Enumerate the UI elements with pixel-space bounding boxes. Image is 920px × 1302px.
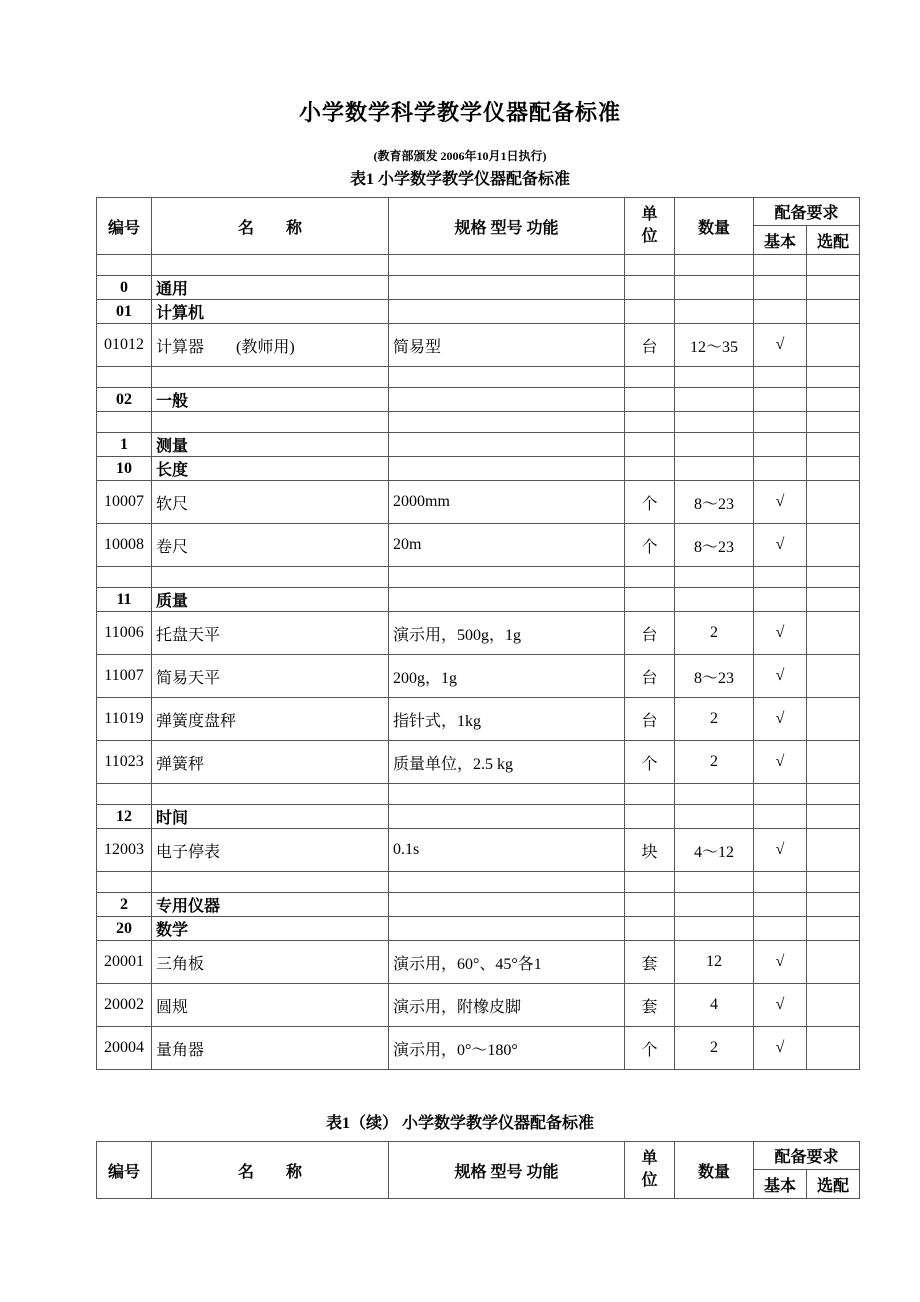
cell-name: 卷尺 xyxy=(152,524,389,567)
cell-code: 01012 xyxy=(97,324,152,367)
cell-spec xyxy=(389,917,625,941)
cell-unit xyxy=(625,872,675,893)
cell-optional xyxy=(807,524,860,567)
cell-qty xyxy=(675,784,754,805)
cell-qty: 4～12 xyxy=(675,829,754,872)
cell-name xyxy=(152,367,389,388)
cell-qty xyxy=(675,367,754,388)
cell-unit xyxy=(625,433,675,457)
cell-name: 专用仪器 xyxy=(152,893,389,917)
equipment-table xyxy=(96,197,860,1070)
cell-name: 通用 xyxy=(152,276,389,300)
cell-name: 长度 xyxy=(152,457,389,481)
cell-name: 计算机 xyxy=(152,300,389,324)
cell-qty xyxy=(675,276,754,300)
cell-code: 10007 xyxy=(97,481,152,524)
table-row xyxy=(97,524,860,567)
cell-qty xyxy=(675,433,754,457)
cell-optional xyxy=(807,805,860,829)
cell-qty: 2 xyxy=(675,1027,754,1070)
cell-optional xyxy=(807,893,860,917)
cell-basic xyxy=(754,433,807,457)
cell-optional xyxy=(807,300,860,324)
cell-code: 20001 xyxy=(97,941,152,984)
table2-caption: 表1（续） 小学数学教学仪器配备标准 xyxy=(325,1115,594,1132)
cell-name: 弹簧度盘秤 xyxy=(152,698,389,741)
cell-unit: 个 xyxy=(625,524,675,567)
cell-code xyxy=(97,567,152,588)
cell-unit xyxy=(625,367,675,388)
cell-unit xyxy=(625,388,675,412)
cell-name: 托盘天平 xyxy=(152,612,389,655)
cell-qty xyxy=(675,588,754,612)
cell-spec xyxy=(389,805,625,829)
cell-name: 数学 xyxy=(152,917,389,941)
cell-unit xyxy=(625,588,675,612)
header-unit: 单位 xyxy=(625,198,675,255)
cell-name xyxy=(152,872,389,893)
table-row xyxy=(97,984,860,1027)
table-row xyxy=(97,741,860,784)
cell-name: 简易天平 xyxy=(152,655,389,698)
cell-unit: 个 xyxy=(625,741,675,784)
cell-spec xyxy=(389,367,625,388)
cell-basic xyxy=(754,255,807,276)
cell-basic xyxy=(754,412,807,433)
cell-basic: √ xyxy=(754,481,807,524)
blank-row xyxy=(97,784,860,805)
table-row xyxy=(97,324,860,367)
cell-spec xyxy=(389,300,625,324)
cell-basic: √ xyxy=(754,984,807,1027)
cell-unit: 台 xyxy=(625,324,675,367)
header-code: 编号 xyxy=(97,1142,152,1199)
cell-basic xyxy=(754,805,807,829)
cell-spec xyxy=(389,255,625,276)
cell-basic: √ xyxy=(754,655,807,698)
cell-name: 量角器 xyxy=(152,1027,389,1070)
table-row xyxy=(97,941,860,984)
header-optional: 选配 xyxy=(807,226,860,255)
cell-unit: 套 xyxy=(625,984,675,1027)
cell-code: 20002 xyxy=(97,984,152,1027)
cell-qty xyxy=(675,457,754,481)
cell-unit xyxy=(625,457,675,481)
cell-code: 01 xyxy=(97,300,152,324)
cell-code: 0 xyxy=(97,276,152,300)
cell-spec: 演示用，500g，1g xyxy=(389,612,625,655)
cell-unit: 套 xyxy=(625,941,675,984)
cell-unit xyxy=(625,784,675,805)
cell-optional xyxy=(807,588,860,612)
cell-unit xyxy=(625,300,675,324)
cell-qty xyxy=(675,388,754,412)
cell-code xyxy=(97,872,152,893)
cell-basic xyxy=(754,917,807,941)
cell-unit xyxy=(625,805,675,829)
cell-qty: 8～23 xyxy=(675,524,754,567)
category-row xyxy=(97,893,860,917)
header-qty: 数量 xyxy=(675,1142,754,1199)
cell-code xyxy=(97,367,152,388)
table-row xyxy=(97,481,860,524)
cell-qty: 12～35 xyxy=(675,324,754,367)
cell-basic xyxy=(754,388,807,412)
cell-name: 电子停表 xyxy=(152,829,389,872)
cell-spec: 2000mm xyxy=(389,481,625,524)
header-requirement: 配备要求 xyxy=(754,198,860,226)
category-row xyxy=(97,388,860,412)
cell-optional xyxy=(807,872,860,893)
cell-optional xyxy=(807,784,860,805)
cell-qty: 2 xyxy=(675,698,754,741)
cell-name: 时间 xyxy=(152,805,389,829)
table-row xyxy=(97,655,860,698)
cell-code: 2 xyxy=(97,893,152,917)
cell-optional xyxy=(807,412,860,433)
table-row xyxy=(97,1027,860,1070)
cell-optional xyxy=(807,829,860,872)
cell-optional xyxy=(807,324,860,367)
blank-row xyxy=(97,255,860,276)
cell-basic: √ xyxy=(754,524,807,567)
category-row xyxy=(97,433,860,457)
cell-code: 1 xyxy=(97,433,152,457)
header-basic: 基本 xyxy=(754,226,807,255)
cell-optional xyxy=(807,741,860,784)
cell-qty xyxy=(675,412,754,433)
cell-optional xyxy=(807,367,860,388)
cell-spec xyxy=(389,412,625,433)
cell-qty xyxy=(675,805,754,829)
document-title: 小学数学科学教学仪器配备标准 xyxy=(298,100,621,125)
cell-optional xyxy=(807,984,860,1027)
cell-unit: 个 xyxy=(625,481,675,524)
header-unit: 单位 xyxy=(625,1142,675,1199)
cell-name: 圆规 xyxy=(152,984,389,1027)
cell-code xyxy=(97,255,152,276)
cell-qty: 8～23 xyxy=(675,655,754,698)
cell-qty: 4 xyxy=(675,984,754,1027)
cell-qty xyxy=(675,872,754,893)
cell-qty xyxy=(675,917,754,941)
category-row xyxy=(97,917,860,941)
cell-unit xyxy=(625,567,675,588)
cell-name xyxy=(152,784,389,805)
cell-code: 20 xyxy=(97,917,152,941)
cell-optional xyxy=(807,433,860,457)
cell-basic xyxy=(754,367,807,388)
blank-row xyxy=(97,367,860,388)
blank-row xyxy=(97,872,860,893)
cell-optional xyxy=(807,917,860,941)
cell-qty: 2 xyxy=(675,612,754,655)
cell-spec: 20m xyxy=(389,524,625,567)
header-basic: 基本 xyxy=(754,1170,807,1199)
category-row xyxy=(97,300,860,324)
cell-basic: √ xyxy=(754,1027,807,1070)
cell-name: 弹簧秤 xyxy=(152,741,389,784)
cell-unit: 台 xyxy=(625,655,675,698)
cell-optional xyxy=(807,612,860,655)
cell-spec xyxy=(389,872,625,893)
cell-basic: √ xyxy=(754,324,807,367)
cell-spec: 质量单位，2.5 kg xyxy=(389,741,625,784)
cell-basic xyxy=(754,276,807,300)
table1-caption: 表1 小学数学教学仪器配备标准 xyxy=(349,171,570,188)
cell-name: 测量 xyxy=(152,433,389,457)
cell-spec: 简易型 xyxy=(389,324,625,367)
cell-name xyxy=(152,255,389,276)
cell-spec xyxy=(389,433,625,457)
table-row xyxy=(97,612,860,655)
table-row xyxy=(97,698,860,741)
cell-code xyxy=(97,784,152,805)
cell-code: 20004 xyxy=(97,1027,152,1070)
cell-optional xyxy=(807,1027,860,1070)
table-body xyxy=(97,255,860,1070)
cell-unit: 台 xyxy=(625,698,675,741)
cell-qty: 12 xyxy=(675,941,754,984)
cell-qty: 8～23 xyxy=(675,481,754,524)
cell-optional xyxy=(807,388,860,412)
cell-spec xyxy=(389,388,625,412)
cell-name xyxy=(152,567,389,588)
cell-code: 11007 xyxy=(97,655,152,698)
cell-spec xyxy=(389,893,625,917)
cell-optional xyxy=(807,276,860,300)
category-row xyxy=(97,276,860,300)
cell-spec: 200g，1g xyxy=(389,655,625,698)
cell-optional xyxy=(807,481,860,524)
cell-basic: √ xyxy=(754,698,807,741)
cell-basic xyxy=(754,784,807,805)
cell-name: 一般 xyxy=(152,388,389,412)
cell-optional xyxy=(807,255,860,276)
header-code: 编号 xyxy=(97,198,152,255)
blank-row xyxy=(97,412,860,433)
cell-qty xyxy=(675,893,754,917)
cell-code: 11 xyxy=(97,588,152,612)
cell-code xyxy=(97,412,152,433)
header-spec: 规格 型号 功能 xyxy=(389,1142,625,1199)
cell-basic: √ xyxy=(754,829,807,872)
cell-optional xyxy=(807,655,860,698)
cell-optional xyxy=(807,457,860,481)
cell-name: 计算器 (教师用) xyxy=(152,324,389,367)
cell-code: 10008 xyxy=(97,524,152,567)
cell-optional xyxy=(807,567,860,588)
cell-spec xyxy=(389,784,625,805)
cell-basic: √ xyxy=(754,941,807,984)
cell-code: 12003 xyxy=(97,829,152,872)
cell-spec: 指针式，1kg xyxy=(389,698,625,741)
cell-code: 10 xyxy=(97,457,152,481)
equipment-table-continued xyxy=(96,1141,860,1199)
cell-unit xyxy=(625,276,675,300)
header-name: 名 称 xyxy=(152,1142,389,1199)
cell-qty: 2 xyxy=(675,741,754,784)
cell-qty xyxy=(675,255,754,276)
cell-spec: 演示用，0°～180° xyxy=(389,1027,625,1070)
cell-unit xyxy=(625,255,675,276)
cell-name: 软尺 xyxy=(152,481,389,524)
category-row xyxy=(97,805,860,829)
cell-name xyxy=(152,412,389,433)
cell-unit xyxy=(625,917,675,941)
cell-basic xyxy=(754,300,807,324)
cell-qty xyxy=(675,300,754,324)
header-qty: 数量 xyxy=(675,198,754,255)
header-name: 名 称 xyxy=(152,198,389,255)
cell-basic: √ xyxy=(754,612,807,655)
cell-code: 11019 xyxy=(97,698,152,741)
issue-note: (教育部颁发 2006年10月1日执行) xyxy=(373,149,547,163)
category-row xyxy=(97,457,860,481)
cell-spec: 0.1s xyxy=(389,829,625,872)
cell-spec: 演示用，附橡皮脚 xyxy=(389,984,625,1027)
table-row xyxy=(97,829,860,872)
cell-unit xyxy=(625,412,675,433)
cell-spec xyxy=(389,588,625,612)
header-spec: 规格 型号 功能 xyxy=(389,198,625,255)
cell-name: 三角板 xyxy=(152,941,389,984)
cell-optional xyxy=(807,941,860,984)
header-optional: 选配 xyxy=(807,1170,860,1199)
cell-basic xyxy=(754,567,807,588)
cell-name: 质量 xyxy=(152,588,389,612)
cell-spec: 演示用，60°、45°各1 xyxy=(389,941,625,984)
cell-code: 11006 xyxy=(97,612,152,655)
cell-spec xyxy=(389,276,625,300)
cell-basic xyxy=(754,588,807,612)
cell-basic xyxy=(754,457,807,481)
cell-spec xyxy=(389,457,625,481)
cell-qty xyxy=(675,567,754,588)
cell-spec xyxy=(389,567,625,588)
cell-unit xyxy=(625,893,675,917)
cell-code: 12 xyxy=(97,805,152,829)
category-row xyxy=(97,588,860,612)
cell-basic xyxy=(754,893,807,917)
cell-code: 02 xyxy=(97,388,152,412)
cell-basic: √ xyxy=(754,741,807,784)
cell-optional xyxy=(807,698,860,741)
cell-code: 11023 xyxy=(97,741,152,784)
header-requirement: 配备要求 xyxy=(754,1142,860,1170)
cell-basic xyxy=(754,872,807,893)
blank-row xyxy=(97,567,860,588)
cell-unit: 个 xyxy=(625,1027,675,1070)
cell-unit: 台 xyxy=(625,612,675,655)
cell-unit: 块 xyxy=(625,829,675,872)
